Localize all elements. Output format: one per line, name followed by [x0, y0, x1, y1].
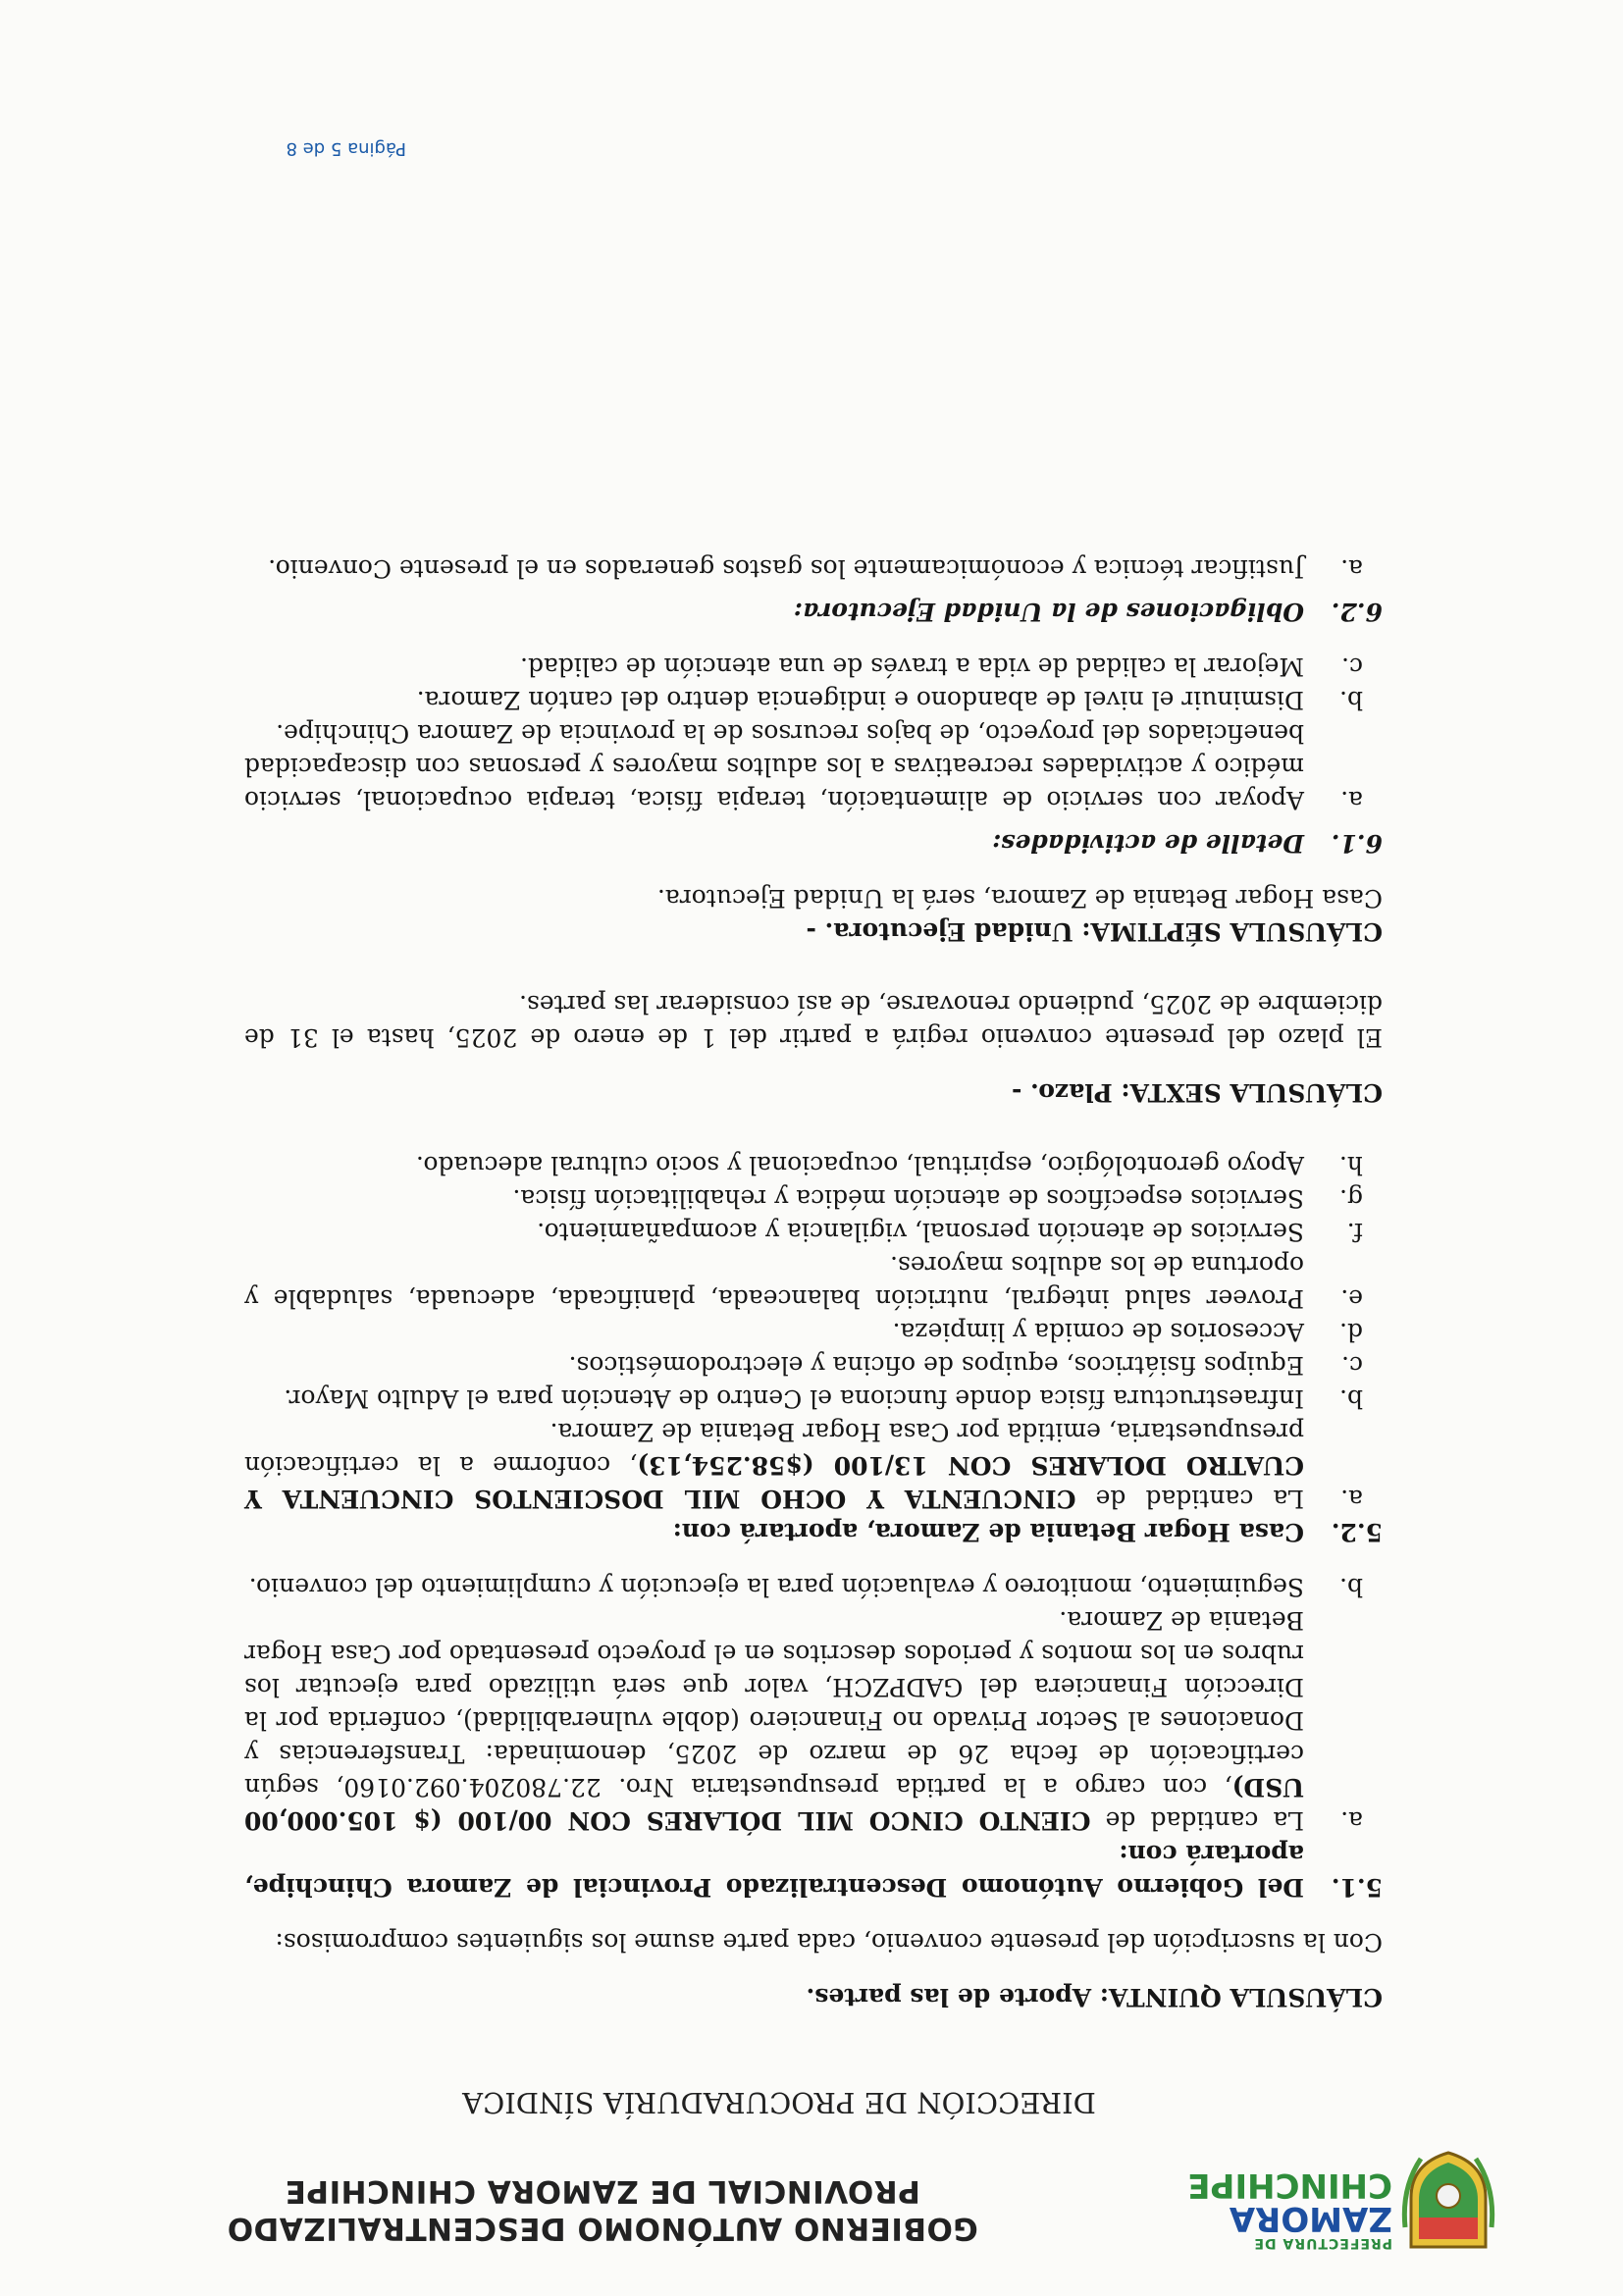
- list-item-text: [244, 1248, 1304, 1315]
- list-item-text: [244, 1603, 1304, 1837]
- list-item: [244, 683, 1383, 716]
- section-title: Detalle de actividades:: [992, 829, 1304, 858]
- section-number: 6.1.: [1331, 829, 1383, 858]
- clause-7-title: CLÁUSULA SÉPTIMA: Unidad Ejecutora. -: [806, 917, 1383, 946]
- list-item-text-part: La cantidad de: [1075, 1485, 1304, 1513]
- brand-line-1: ZAMORA: [1229, 2199, 1392, 2238]
- letterhead: [0, 2129, 1623, 2296]
- list-item-text-part: Infraestructura física donde funciona el Centro de Atención para el Adulto Mayor.: [284, 1384, 1304, 1413]
- list-item: [244, 1215, 1383, 1248]
- list-item-text-part: Servicios específicos de atención médica y rehabilitación física.: [512, 1184, 1304, 1213]
- list-item-text: Disminuir el nivel de abandono e indigencia dentro del cantón Zamora.: [416, 686, 1304, 714]
- government-title: [161, 2172, 1044, 2247]
- list-item-text-part: Proveer salud integral, nutrición balanceada, planificada, adecuada, saludable y oportuna de los adultos mayores.: [244, 1251, 1304, 1313]
- list-item: [244, 1181, 1383, 1215]
- brand-top-text: PREFECTURA DE: [1253, 2235, 1392, 2251]
- section-6-1-list: [244, 650, 1383, 816]
- list-item-amount: CIENTO CINCO MIL DÓLARES CON 00/100 ($ 105.000,00 USD): [244, 1773, 1304, 1835]
- section-number: 6.2.: [1331, 598, 1383, 626]
- list-item: [244, 1348, 1383, 1382]
- section-5-1-heading: [244, 1837, 1383, 1904]
- government-title-line-1: GOBIERNO AUTÓNOMO DESCENTRALIZADO: [227, 2211, 978, 2246]
- list-item: [244, 1570, 1383, 1603]
- prefecture-crest-icon: [1401, 2149, 1495, 2257]
- list-item-label: a.: [1340, 1485, 1363, 1513]
- section-number: 5.1.: [1331, 1873, 1383, 1902]
- section-title: Obligaciones de la Unidad Ejecutora:: [793, 598, 1304, 626]
- list-item-text-part: Seguimiento, monitoreo y evaluación para la ejecución y cumplimiento del convenio.: [248, 1573, 1304, 1601]
- list-item-label: e.: [1340, 1284, 1363, 1313]
- list-item-label: f.: [1346, 1218, 1363, 1246]
- list-item-label: g.: [1339, 1184, 1363, 1213]
- list-item-text: Justificar técnica y económicamente los gastos generados en el presente Convenio.: [268, 554, 1304, 583]
- clause-5-intro: Con la suscripción del presente convenio, cada parte asume los siguientes compromisos:: [275, 1928, 1383, 1957]
- list-item-text: [244, 1570, 1304, 1603]
- list-item-text: [244, 1382, 1304, 1415]
- list-item-text: Mejorar la calidad de vida a través de una atención de calidad.: [520, 652, 1304, 681]
- list-item-label: a.: [1340, 786, 1363, 814]
- list-item-label: a.: [1340, 1806, 1363, 1835]
- list-item-text: [244, 1415, 1304, 1515]
- list-item-text-part: Accesorios de comida y limpieza.: [892, 1318, 1304, 1346]
- clause-7-text: Casa Hogar Betania de Zamora, será la Unidad Ejecutora.: [656, 884, 1383, 913]
- department-title: DIRECCIÓN DE PROCURADURÍA SÍNDICA: [462, 2086, 1096, 2119]
- list-item-label: c.: [1341, 652, 1363, 681]
- list-item-text-part: Servicios de atención personal, vigilancia y acompañamiento.: [537, 1218, 1304, 1246]
- list-item-text: Apoyar con servicio de alimentación, terapia física, terapia ocupacional, servicio médico y actividades recreativas a los adultos mayores y personas con discapacidad beneficiados del proyecto, de bajos recursos de la provincia de Zamora Chinchipe.: [244, 719, 1304, 814]
- section-5-1-list: [244, 1570, 1383, 1837]
- list-item: [244, 1603, 1383, 1837]
- list-item: [244, 1248, 1383, 1315]
- list-item-text: [244, 1181, 1304, 1215]
- list-item-amount: CINCUENTA Y OCHO MIL DOSCIENTOS CINCUENTA Y CUATRO DOLARES CON 13/100 ($58.254,13): [243, 1451, 1304, 1513]
- list-item: [244, 1148, 1383, 1181]
- list-item-text: [244, 1315, 1304, 1348]
- section-number: 5.2.: [1331, 1518, 1383, 1546]
- clause-6-title: CLÁUSULA SEXTA: Plazo. -: [1012, 1078, 1383, 1107]
- section-5-2-list: [244, 1148, 1383, 1515]
- government-title-line-2: PROVINCIAL DE ZAMORA CHINCHIPE: [285, 2173, 920, 2209]
- list-item-label: h.: [1338, 1151, 1363, 1179]
- list-item-label: d.: [1339, 1318, 1363, 1346]
- list-item: [244, 1315, 1383, 1348]
- list-item-text: [244, 1148, 1304, 1181]
- brand-line-2: CHINCHIPE: [1187, 2166, 1392, 2205]
- list-item: [244, 1382, 1383, 1415]
- list-item-text-part: , conforme a la certificación presupuestaria, emitida por Casa Hogar Betania de Zamora.: [243, 1418, 1304, 1480]
- clause-6-text: El plazo del presente convenio regirá a partir del 1 de enero de 2025, hasta el 31 de diciembre de 2025, pudiendo renovarse, de así considerar las partes.: [244, 990, 1383, 1052]
- list-item-label: b.: [1339, 1384, 1363, 1413]
- list-item-text: [244, 1348, 1304, 1382]
- list-item-text: [244, 1215, 1304, 1248]
- list-item-label: c.: [1341, 1351, 1363, 1380]
- list-item: [244, 650, 1383, 683]
- section-6-2-heading: [244, 595, 1383, 628]
- section-title: Casa Hogar Betania de Zamora, aportará con:: [672, 1518, 1304, 1546]
- list-item-text-part: Apoyo gerontológico, espiritual, ocupacional y socio cultural adecuado.: [415, 1151, 1304, 1179]
- list-item-label: a.: [1340, 554, 1363, 583]
- list-item-text-part: , con cargo a la partida presupuestaria Nro. 22.780204.092.0160, según certificación de fecha 26 de marzo de 2025, denominada: Transferencias y Donaciones al Sector Privado no Financiero (doble vulnerabilidad), conferida por la Dirección Financiera del GADPZCH, valor que será utilizado para ejecutar los rubros en los montos y periodos descritos en el proyecto presentado por Casa Hogar Betania de Zamora.: [244, 1606, 1304, 1801]
- page-number: Página 5 de 8: [286, 138, 406, 159]
- brand-logo: [1187, 2166, 1392, 2251]
- list-item-text-part: Equipos fisiátricos, equipos de oficina y electrodomésticos.: [568, 1351, 1304, 1380]
- list-item-text-part: La cantidad de: [1090, 1806, 1304, 1835]
- section-6-1-heading: [244, 826, 1383, 860]
- document-body: [244, 551, 1383, 2031]
- clause-5-title: CLÁUSULA QUINTA: Aporte de las partes.: [806, 1983, 1383, 2011]
- list-item: [244, 551, 1383, 585]
- list-item-label: b.: [1339, 1573, 1363, 1601]
- list-item: [244, 1415, 1383, 1515]
- section-title: Del Gobierno Autónomo Descentralizado Provincial de Zamora Chinchipe, aportará con:: [244, 1840, 1304, 1902]
- list-item-label: b.: [1339, 686, 1363, 714]
- section-5-2-heading: [244, 1515, 1383, 1548]
- list-item: [244, 716, 1383, 816]
- section-6-2-list: [244, 551, 1383, 585]
